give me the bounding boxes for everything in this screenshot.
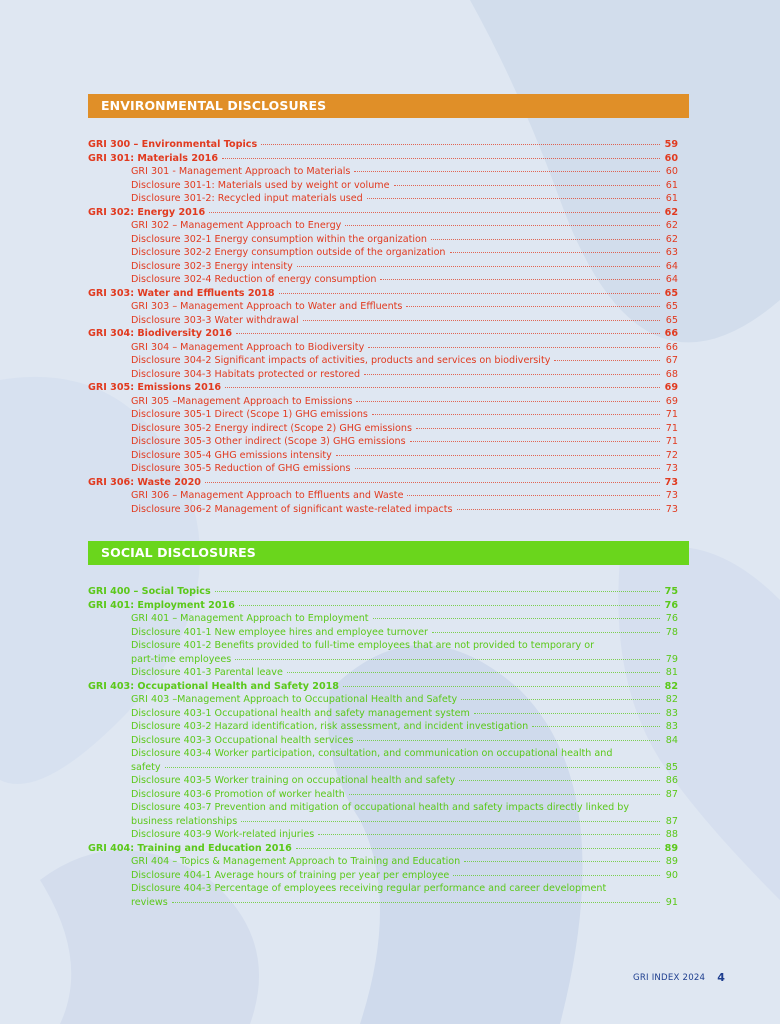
toc-entry-label: safety [131, 761, 161, 773]
toc-entry-label: GRI 403: Occupational Health and Safety 2018 [88, 680, 339, 692]
toc-disclosure-row[interactable] [88, 462, 699, 476]
dot-leader [459, 779, 660, 781]
toc-page-number: 68 [665, 368, 678, 380]
toc-page-number: 62 [665, 233, 678, 245]
toc-topic-row[interactable] [88, 152, 699, 166]
toc-disclosure-row[interactable] [88, 693, 699, 707]
dot-leader [287, 671, 660, 673]
dot-leader [373, 617, 660, 619]
toc-page-number: 73 [665, 490, 678, 501]
toc-page-number: 62 [665, 220, 678, 231]
toc-disclosure-row[interactable] [88, 896, 699, 910]
toc-disclosure-row[interactable] [88, 165, 699, 179]
toc-page-number: 86 [665, 775, 678, 786]
toc-entry-label: GRI 302 – Management Approach to Energy [131, 220, 342, 231]
dot-leader [394, 184, 660, 186]
toc-disclosure-row[interactable] [88, 747, 699, 761]
toc-disclosure-row[interactable] [88, 273, 699, 287]
dot-leader [336, 454, 660, 456]
toc-entry-label: Disclosure 302-3 Energy intensity [131, 260, 293, 272]
dot-leader [407, 494, 660, 496]
dot-leader [554, 359, 660, 361]
toc-page-number: 78 [665, 626, 678, 638]
toc-disclosure-row[interactable] [88, 639, 699, 653]
social-section-title: SOCIAL DISCLOSURES [101, 545, 256, 560]
page-number: 4 [717, 971, 726, 984]
toc-topic-row[interactable] [88, 327, 699, 341]
dot-leader [364, 373, 660, 375]
toc-page-number: 87 [665, 815, 678, 827]
toc-disclosure-row[interactable] [88, 626, 699, 640]
toc-disclosure-row[interactable] [88, 815, 699, 829]
toc-page-number: 71 [665, 436, 678, 447]
toc-disclosure-row[interactable] [88, 314, 699, 328]
toc-entry-label: Disclosure 403-1 Occupational health and safety management system [131, 707, 470, 719]
toc-disclosure-row[interactable] [88, 341, 699, 355]
toc-entry-label: Disclosure 404-1 Average hours of training per year per employee [131, 869, 450, 881]
toc-entry-label: Disclosure 301-1: Materials used by weight or volume [131, 179, 390, 191]
dot-leader [225, 386, 660, 388]
toc-disclosure-row[interactable] [88, 666, 699, 680]
environmental-section-header [88, 94, 689, 118]
toc-disclosure-row[interactable] [88, 368, 699, 382]
toc-page-number: 82 [665, 694, 678, 705]
toc-entry-label: GRI 403 –Management Approach to Occupational Health and Safety [131, 694, 458, 705]
social-section-header [88, 541, 689, 565]
toc-entry-label: Disclosure 401-3 Parental leave [131, 667, 283, 678]
dot-leader [367, 197, 660, 199]
toc-disclosure-row[interactable] [88, 707, 699, 721]
toc-page-number: 63 [665, 247, 678, 258]
toc-disclosure-row[interactable] [88, 774, 699, 788]
toc-entry-label: Disclosure 301-2: Recycled input materials used [131, 193, 363, 204]
toc-page-number: 62 [664, 206, 678, 218]
toc-disclosure-row[interactable] [88, 354, 699, 368]
toc-entry-label: GRI 401: Employment 2016 [88, 599, 235, 611]
toc-page-number: 89 [665, 856, 678, 867]
toc-page-number: 85 [665, 761, 678, 773]
toc-entry-label: GRI 306: Waste 2020 [88, 476, 201, 488]
dot-leader [372, 413, 660, 415]
dot-leader [355, 467, 660, 469]
toc-page-number: 60 [664, 152, 678, 164]
toc-page-number: 71 [665, 422, 678, 434]
toc-entry-label: GRI 404 – Topics & Management Approach to Training and Education [131, 856, 461, 867]
toc-page-number: 69 [664, 382, 678, 393]
toc-disclosure-row[interactable] [88, 761, 699, 775]
dot-leader [343, 685, 660, 687]
toc-disclosure-row[interactable] [88, 788, 699, 802]
dot-leader [432, 631, 660, 633]
social-toc-list [88, 585, 699, 909]
toc-disclosure-row[interactable] [88, 653, 699, 667]
toc-page-number: 59 [664, 139, 678, 150]
toc-disclosure-row[interactable] [88, 869, 699, 883]
toc-topic-row[interactable] [88, 287, 699, 301]
toc-disclosure-row[interactable] [88, 612, 699, 626]
dot-leader [241, 820, 660, 822]
dot-leader [349, 793, 660, 795]
dot-leader [222, 157, 660, 159]
toc-entry-label: Disclosure 404-3 Percentage of employees receiving regular performance and career development [131, 883, 607, 894]
dot-leader [209, 211, 660, 213]
toc-page-number: 61 [665, 193, 678, 204]
toc-entry-label: Disclosure 303-3 Water withdrawal [131, 314, 299, 326]
dot-leader [261, 143, 660, 145]
toc-page-number: 79 [665, 653, 678, 665]
dot-leader [345, 224, 660, 226]
toc-page-number: 61 [665, 179, 678, 191]
toc-page-number: 76 [665, 613, 678, 624]
toc-topic-row[interactable] [88, 585, 699, 599]
toc-page-number: 88 [665, 829, 678, 840]
toc-page-number: 66 [664, 328, 678, 339]
dot-leader [431, 238, 660, 240]
toc-entry-label: reviews [131, 896, 168, 908]
toc-topic-row[interactable] [88, 842, 699, 856]
toc-page-number: 81 [665, 667, 678, 678]
toc-entry-label: Disclosure 302-2 Energy consumption outside of the organization [131, 247, 446, 258]
toc-topic-row[interactable] [88, 138, 699, 152]
toc-page-number: 89 [664, 842, 678, 854]
footer-label: GRI INDEX 2024 [633, 972, 706, 983]
toc-disclosure-row[interactable] [88, 408, 699, 422]
dot-leader [239, 604, 660, 606]
dot-leader [410, 440, 660, 442]
dot-leader [380, 278, 660, 280]
dot-leader [356, 400, 660, 402]
toc-disclosure-row[interactable] [88, 219, 699, 233]
environmental-section-title: ENVIRONMENTAL DISCLOSURES [101, 98, 327, 113]
toc-entry-label: Disclosure 304-2 Significant impacts of activities, products and services on biodiversity [131, 355, 551, 366]
toc-page-number: 76 [664, 599, 678, 611]
toc-entry-label: Disclosure 401-1 New employee hires and employee turnover [131, 626, 428, 638]
environmental-toc-list [88, 138, 699, 516]
toc-entry-label: Disclosure 403-2 Hazard identification, risk assessment, and incident investigation [131, 721, 529, 732]
dot-leader [354, 170, 660, 172]
toc-page-number: 72 [665, 449, 678, 461]
dot-leader [416, 427, 660, 429]
toc-entry-label: Disclosure 305-4 GHG emissions intensity [131, 449, 332, 461]
toc-topic-row[interactable] [88, 381, 699, 395]
toc-entry-label: GRI 305 –Management Approach to Emissions [131, 395, 353, 407]
toc-page-number: 75 [664, 586, 678, 597]
toc-page-number: 67 [665, 355, 678, 366]
toc-entry-label: Disclosure 403-7 Prevention and mitigation of occupational health and safety impacts directly linked by [131, 802, 630, 813]
dot-leader [357, 739, 660, 741]
toc-topic-row[interactable] [88, 599, 699, 613]
toc-entry-label: GRI 301: Materials 2016 [88, 152, 219, 164]
toc-entry-label: Disclosure 305-5 Reduction of GHG emissions [131, 463, 351, 474]
dot-leader [464, 860, 660, 862]
toc-page-number: 84 [665, 734, 678, 746]
toc-entry-label: Disclosure 403-4 Worker participation, consultation, and communication on occupational health and [131, 748, 613, 759]
page-footer [633, 971, 725, 984]
toc-entry-label: GRI 404: Training and Education 2016 [88, 842, 292, 854]
dot-leader [450, 251, 660, 253]
toc-page-number: 90 [665, 869, 678, 881]
toc-page-number: 66 [665, 341, 678, 353]
toc-disclosure-row[interactable] [88, 720, 699, 734]
toc-disclosure-row[interactable] [88, 882, 699, 896]
toc-topic-row[interactable] [88, 476, 699, 490]
toc-entry-label: GRI 401 – Management Approach to Employment [131, 613, 369, 624]
toc-page-number: 82 [664, 680, 678, 692]
toc-page-number: 65 [665, 314, 678, 326]
toc-disclosure-row[interactable] [88, 233, 699, 247]
toc-entry-label: Disclosure 403-3 Occupational health services [131, 734, 354, 746]
toc-disclosure-row[interactable] [88, 503, 699, 517]
toc-page-number: 83 [665, 721, 678, 732]
toc-page-number: 73 [665, 463, 678, 474]
toc-page-number: 71 [665, 409, 678, 420]
dot-leader [474, 712, 660, 714]
dot-leader [296, 847, 660, 849]
toc-disclosure-row[interactable] [88, 260, 699, 274]
dot-leader [453, 874, 660, 876]
toc-entry-label: GRI 303: Water and Effluents 2018 [88, 287, 275, 299]
toc-entry-label: Disclosure 403-6 Promotion of worker health [131, 788, 345, 800]
toc-page-number: 69 [665, 395, 678, 407]
dot-leader [457, 508, 660, 510]
toc-disclosure-row[interactable] [88, 422, 699, 436]
toc-entry-label: GRI 304 – Management Approach to Biodiversity [131, 341, 365, 353]
dot-leader [205, 481, 660, 483]
toc-entry-label: Disclosure 306-2 Management of significant waste-related impacts [131, 503, 453, 515]
toc-entry-label: GRI 301 - Management Approach to Materials [131, 166, 351, 177]
dot-leader [368, 346, 660, 348]
toc-disclosure-row[interactable] [88, 734, 699, 748]
toc-page-number: 73 [665, 503, 678, 515]
toc-entry-label: GRI 300 – Environmental Topics [88, 139, 258, 150]
toc-disclosure-row[interactable] [88, 395, 699, 409]
toc-page-number: 64 [665, 274, 678, 285]
dot-leader [279, 292, 660, 294]
toc-disclosure-row[interactable] [88, 855, 699, 869]
toc-entry-label: Disclosure 305-3 Other indirect (Scope 3) GHG emissions [131, 436, 406, 447]
toc-page-number: 65 [665, 301, 678, 312]
toc-disclosure-row[interactable] [88, 449, 699, 463]
toc-entry-label: Disclosure 304-3 Habitats protected or restored [131, 368, 361, 380]
toc-page-number: 64 [665, 260, 678, 272]
dot-leader [406, 305, 660, 307]
dot-leader [303, 319, 660, 321]
toc-entry-label: Disclosure 401-2 Benefits provided to full-time employees that are not provided to temporary or [131, 640, 595, 651]
dot-leader [165, 766, 660, 768]
toc-entry-label: GRI 303 – Management Approach to Water and Effluents [131, 301, 403, 312]
toc-page-number: 87 [665, 788, 678, 800]
toc-entry-label: GRI 302: Energy 2016 [88, 206, 206, 218]
toc-disclosure-row[interactable] [88, 300, 699, 314]
toc-disclosure-row[interactable] [88, 435, 699, 449]
dot-leader [172, 901, 660, 903]
dot-leader [235, 658, 660, 660]
toc-entry-label: GRI 400 – Social Topics [88, 586, 211, 597]
toc-entry-label: GRI 305: Emissions 2016 [88, 382, 222, 393]
toc-page-number: 83 [665, 707, 678, 719]
toc-topic-row[interactable] [88, 680, 699, 694]
toc-page-number: 65 [664, 287, 678, 299]
dot-leader [297, 265, 660, 267]
toc-entry-label: Disclosure 302-4 Reduction of energy consumption [131, 274, 377, 285]
toc-disclosure-row[interactable] [88, 179, 699, 193]
toc-entry-label: part-time employees [131, 653, 232, 665]
toc-page-number: 91 [665, 896, 678, 908]
toc-disclosure-row[interactable] [88, 246, 699, 260]
toc-disclosure-row[interactable] [88, 192, 699, 206]
dot-leader [318, 833, 660, 835]
toc-entry-label: Disclosure 403-5 Worker training on occupational health and safety [131, 775, 456, 786]
toc-page-number: 73 [664, 476, 678, 488]
toc-disclosure-row[interactable] [88, 489, 699, 503]
toc-entry-label: Disclosure 302-1 Energy consumption within the organization [131, 233, 427, 245]
toc-disclosure-row[interactable] [88, 801, 699, 815]
toc-topic-row[interactable] [88, 206, 699, 220]
toc-page-number: 60 [665, 166, 678, 177]
dot-leader [236, 332, 660, 334]
dot-leader [532, 725, 660, 727]
toc-entry-label: Disclosure 305-1 Direct (Scope 1) GHG emissions [131, 409, 368, 420]
toc-entry-label: GRI 304: Biodiversity 2016 [88, 328, 233, 339]
dot-leader [215, 590, 660, 592]
toc-disclosure-row[interactable] [88, 828, 699, 842]
toc-entry-label: Disclosure 305-2 Energy indirect (Scope 2) GHG emissions [131, 422, 412, 434]
dot-leader [461, 698, 660, 700]
toc-entry-label: GRI 306 – Management Approach to Effluents and Waste [131, 490, 404, 501]
toc-entry-label: Disclosure 403-9 Work-related injuries [131, 829, 315, 840]
toc-entry-label: business relationships [131, 815, 238, 827]
